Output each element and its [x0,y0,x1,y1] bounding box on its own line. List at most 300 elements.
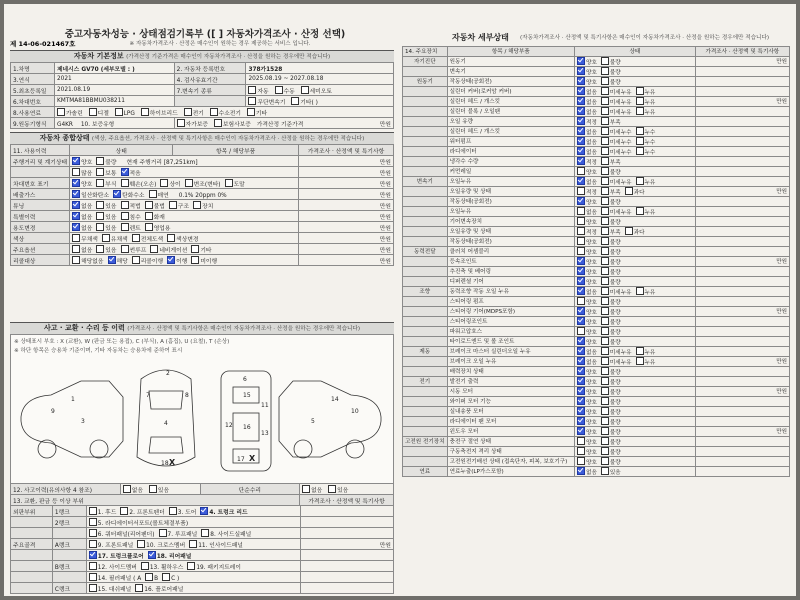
exchange-group: 외판부위 [11,506,53,517]
detail-item: 실린더 헤드 / 개스킷 [447,96,574,106]
option-checkbox[interactable] [601,67,609,75]
diagram-mark-12: 12 [225,422,233,429]
option-checkbox[interactable] [72,212,80,220]
option-checkbox[interactable] [96,245,104,253]
detail-row [403,246,790,256]
fuel-options: 가솔린 디젤 LPG 하이브리드 전기 수소전기 기타 [54,107,393,118]
option-checkbox[interactable] [121,168,129,176]
option-checkbox[interactable] [601,407,609,415]
firstreg-label: 5.최초등록일 [11,85,55,96]
option-checkbox[interactable] [636,207,644,215]
option-checkbox[interactable] [102,234,110,242]
option-checkbox[interactable] [601,377,609,385]
overall-row [11,200,394,211]
option-checkbox[interactable] [160,179,168,187]
exchange-group [11,550,53,561]
option-checkbox[interactable] [577,177,585,185]
option-checkbox[interactable] [601,197,609,205]
diagram-mark-5: 5 [311,418,315,425]
overall-row [11,233,394,244]
option-checkbox[interactable] [636,87,644,95]
option-checkbox[interactable] [601,287,609,295]
detail-options: 양호 불량 [575,166,696,176]
option-checkbox[interactable] [601,187,609,195]
option-checkbox[interactable] [577,457,585,465]
detail-item: 충전구 절연 상태 [447,436,574,446]
engine-type-value: G4KR [56,121,73,128]
fuel-checkbox-0[interactable] [57,108,65,116]
detail-price: 만원 [695,186,789,196]
option-checkbox[interactable] [96,212,104,220]
fuel-checkbox-2[interactable] [115,108,123,116]
detail-price [695,286,789,296]
option-checkbox[interactable] [577,227,585,235]
option-checkbox[interactable] [601,297,609,305]
overall-row [11,167,394,178]
detail-group [403,106,448,116]
detail-price [695,216,789,226]
simple-checkbox-0[interactable] [302,485,310,493]
basic-info-table: 1.차명 제네시스 GV70 (세부모델 : ) 2. 자동차 등록번호 378가1528 3.연식 2021 4. 검사유효기간 2025.08.19 ~ 2027.08.18 5.최초등록일 2021.08.19 7.변속기 종류 자동 수동 세미오토 6.차대번호 KMTMA81BBMU038211 무단변속기 기타( ) 8.사용연료 가솔린 디젤 LPG 하이브리드 전기 수소전기 기타 9.원동기형식 G4KR 10. 보증유형 자가보증 보험사보증 가격산정 기준가격 만원 [10,62,394,129]
overall-col-price: 가격조사 · 산정액 및 특기사항 [298,145,393,156]
option-checkbox[interactable] [577,87,585,95]
overall-row-price: 만원 [298,178,393,189]
exchange-checkbox[interactable] [145,573,153,581]
option-checkbox[interactable] [72,245,80,253]
diagram-mark-10: 10 [351,408,359,415]
option-checkbox[interactable] [625,187,633,195]
warranty-checkbox-1[interactable] [214,119,222,127]
option-checkbox[interactable] [577,137,585,145]
option-checkbox[interactable] [577,147,585,155]
detail-row [403,256,790,266]
option-checkbox[interactable] [72,256,80,264]
exchange-checkbox[interactable] [187,562,195,570]
detail-options: 양호 불량 [575,436,696,446]
option-checkbox[interactable] [577,57,585,65]
exchange-checkbox[interactable] [200,507,208,515]
option-checkbox[interactable] [577,287,585,295]
detail-group [403,356,448,366]
option-checkbox[interactable] [577,317,585,325]
exchange-checkbox[interactable] [162,573,170,581]
detail-group [403,326,448,336]
simple-checkbox-1[interactable] [328,485,336,493]
detail-group: 연료 [403,466,448,476]
option-checkbox[interactable] [601,127,609,135]
detail-row [403,396,790,406]
option-checkbox[interactable] [577,467,585,475]
option-checkbox[interactable] [601,267,609,275]
option-checkbox[interactable] [601,437,609,445]
option-checkbox[interactable] [636,127,644,135]
option-checkbox[interactable] [601,317,609,325]
option-checkbox[interactable] [601,307,609,315]
exchange-checkbox[interactable] [89,540,97,548]
trans-checkbox-2[interactable] [301,86,309,94]
option-checkbox[interactable] [577,217,585,225]
exchange-rank: 2랭크 [52,517,86,528]
option-checkbox[interactable] [601,117,609,125]
overall-row-detail: 현재 주행거리 [87,251km] [126,159,198,166]
option-checkbox[interactable] [577,117,585,125]
option-checkbox[interactable] [577,277,585,285]
option-checkbox[interactable] [577,407,585,415]
exchange-price [300,572,394,583]
overall-row-price: 만원 [298,200,393,211]
option-checkbox[interactable] [577,257,585,265]
left-page [10,26,394,592]
exchange-checkbox[interactable] [148,551,156,559]
option-checkbox[interactable] [577,157,585,165]
detail-item: 고전원전기배선 상태 (접속단자, 피복, 보호기구) [447,456,574,466]
detail-options: 적정 부족 과다 [575,186,696,196]
option-checkbox[interactable] [577,417,585,425]
option-checkbox[interactable] [601,237,609,245]
exchange-checkbox[interactable] [89,562,97,570]
detail-col-price: 가격조사 · 산정액 및 특기사항 [695,47,789,57]
option-checkbox[interactable] [577,447,585,455]
exchange-checkbox[interactable] [89,551,97,559]
warranty-type-label: 10. 보증유형 [80,121,115,128]
option-checkbox[interactable] [577,347,585,355]
option-checkbox[interactable] [96,223,104,231]
option-checkbox[interactable] [601,277,609,285]
option-checkbox[interactable] [636,177,644,185]
option-checkbox[interactable] [96,179,104,187]
exchange-price [300,517,394,528]
diagram-mark-9: 9 [51,408,55,415]
option-checkbox[interactable] [121,201,129,209]
detail-group [403,116,448,126]
fuel-checkbox-5[interactable] [210,108,218,116]
trans-checkbox-0[interactable] [248,86,256,94]
option-checkbox[interactable] [577,307,585,315]
option-checkbox[interactable] [601,97,609,105]
detail-row [403,66,790,76]
simple-repair-label: 단순수리 [200,484,299,495]
fuel-checkbox-1[interactable] [89,108,97,116]
detail-row [403,186,790,196]
option-checkbox[interactable] [577,127,585,135]
detail-group [403,456,448,466]
base-price-label: 가격산정 기준가격 [256,121,304,128]
exchange-checkbox[interactable] [137,540,145,548]
car-views-svg [11,357,393,481]
detail-group: 전기 [403,376,448,386]
option-checkbox[interactable] [577,297,585,305]
option-checkbox[interactable] [577,237,585,245]
option-checkbox[interactable] [145,201,153,209]
detail-options: 양호 불량 [575,366,696,376]
option-checkbox[interactable] [225,179,233,187]
option-checkbox[interactable] [72,179,80,187]
exchange-checkbox[interactable] [141,562,149,570]
detail-group [403,206,448,216]
option-checkbox[interactable] [636,347,644,355]
option-checkbox[interactable] [601,107,609,115]
option-checkbox[interactable] [72,201,80,209]
option-checkbox[interactable] [72,168,80,176]
detail-item: 오일누유 [447,206,574,216]
option-checkbox[interactable] [601,227,609,235]
option-checkbox[interactable] [577,247,585,255]
detail-row [403,126,790,136]
fuel-checkbox-4[interactable] [184,108,192,116]
detail-row [403,156,790,166]
detail-options: 없음 미세누유 누유 [575,356,696,366]
exchange-checkbox[interactable] [169,507,177,515]
option-checkbox[interactable] [169,201,177,209]
option-checkbox[interactable] [601,427,609,435]
exchange-checkbox[interactable] [159,529,167,537]
detail-price: 만원 [695,386,789,396]
detail-price [695,176,789,186]
exchange-checkbox[interactable] [89,529,97,537]
detail-price [695,196,789,206]
detail-row [403,356,790,366]
detail-options: 양호 불량 [575,266,696,276]
detail-group [403,386,448,396]
option-checkbox[interactable] [191,245,199,253]
right-page [402,26,790,592]
option-checkbox[interactable] [167,256,175,264]
option-checkbox[interactable] [145,212,153,220]
option-checkbox[interactable] [577,327,585,335]
overall-note: (색상, 주요옵션, 가격조사 · 산정액 및 특기사항은 매수인이 자동차가격조사 · 산정을 원하는 경우에만 적습니다) [91,136,365,142]
option-checkbox[interactable] [601,367,609,375]
base-price-unit: 만원 [379,121,391,128]
document-sheet [4,4,796,596]
exchange-checkbox[interactable] [89,518,97,526]
option-checkbox[interactable] [601,157,609,165]
trans-checkbox-4[interactable] [291,97,299,105]
option-checkbox[interactable] [625,227,633,235]
option-checkbox[interactable] [132,234,140,242]
detail-options: 양호 불량 [575,76,696,86]
detail-price [695,296,789,306]
detail-options: 적정 부족 과다 [575,226,696,236]
detail-row [403,296,790,306]
trans-checkbox-1[interactable] [275,86,283,94]
accident-history-table: 12. 사고이력(유의사항 4 참조) 없음 있음 단순수리 없음 있음 13. 교환, 판금 등 이상 부위 가격조사 · 산정액 및 특기사항 [10,483,394,506]
option-checkbox[interactable] [191,256,199,264]
exchange-checkbox[interactable] [89,573,97,581]
option-checkbox[interactable] [185,179,193,187]
option-checkbox[interactable] [577,427,585,435]
overall-col-usage: 11. 사용이력 [11,145,70,156]
exchange-group [11,583,53,594]
detail-group [403,156,448,166]
option-checkbox[interactable] [601,167,609,175]
option-checkbox[interactable] [577,437,585,445]
fuel-checkbox-3[interactable] [141,108,149,116]
option-checkbox[interactable] [636,107,644,115]
option-checkbox[interactable] [636,147,644,155]
option-checkbox[interactable] [113,190,121,198]
exchange-items: 14. 필러패널 ( A B C ) [86,572,300,583]
detail-item: 윈도우 모터 [447,426,574,436]
detail-item: 구동축전지 격리 상태 [447,446,574,456]
detail-price [695,116,789,126]
option-checkbox[interactable] [601,207,609,215]
overall-title: 자동차 종합상태 [39,134,90,142]
detail-price [695,236,789,246]
diagram-mark-2: 2 [166,370,170,377]
option-checkbox[interactable] [577,77,585,85]
option-checkbox[interactable] [96,201,104,209]
option-checkbox[interactable] [636,137,644,145]
warranty-checkbox-0[interactable] [177,119,185,127]
option-checkbox[interactable] [121,179,129,187]
diagram-mark-16: 16 [243,424,251,431]
option-checkbox[interactable] [577,377,585,385]
option-checkbox[interactable] [132,256,140,264]
overall-row-options: 무채색 유채색 전체도색 색상변경 [70,233,299,244]
detail-row [403,266,790,276]
detail-item: 추진축 및 베어링 [447,266,574,276]
option-checkbox[interactable] [601,337,609,345]
overall-row-options: 없음 있음 침수 화재 [70,211,299,222]
exchange-row [11,572,394,583]
option-checkbox[interactable] [601,77,609,85]
option-checkbox[interactable] [601,397,609,405]
option-checkbox[interactable] [636,97,644,105]
overall-row-price: 만원 [298,189,393,200]
exchange-group [11,561,53,572]
option-checkbox[interactable] [577,97,585,105]
detail-group [403,186,448,196]
option-checkbox[interactable] [145,223,153,231]
option-checkbox[interactable] [577,367,585,375]
option-checkbox[interactable] [577,337,585,345]
option-checkbox[interactable] [72,234,80,242]
detail-options: 양호 불량 [575,256,696,266]
overall-row-options: 많음 보통 적음 [70,167,299,178]
exchange-rank [52,528,86,539]
option-checkbox[interactable] [601,347,609,355]
option-checkbox[interactable] [577,267,585,275]
option-checkbox[interactable] [577,207,585,215]
option-checkbox[interactable] [167,234,175,242]
option-checkbox[interactable] [577,167,585,175]
diagram-mark-11: 11 [261,402,269,409]
firstreg-value: 2021.08.19 [54,85,174,96]
fuel-checkbox-6[interactable] [247,108,255,116]
detail-options: 양호 불량 [575,196,696,206]
option-checkbox[interactable] [636,357,644,365]
overall-row-options: 일산화탄소 탄화수소 매연 0.1% 20ppm 0% [70,189,299,200]
detail-item: 원동기 [447,56,574,66]
detail-price [695,406,789,416]
legend-note: ※ 하단 항목은 승용차 기준이며, 기타 자동차는 승용차에 준하여 표시 [14,348,183,354]
overall-row-price: 만원 [298,156,393,167]
option-checkbox[interactable] [121,245,129,253]
exchange-checkbox[interactable] [89,584,97,592]
detail-group [403,316,448,326]
option-checkbox[interactable] [150,245,158,253]
detail-item: 오일누유 [447,176,574,186]
detail-price [695,66,789,76]
option-checkbox[interactable] [601,257,609,265]
detail-item: 실린더 커버(로커암 커버) [447,86,574,96]
overall-row-label: 차대번호 표기 [11,178,70,189]
option-checkbox[interactable] [601,327,609,335]
option-checkbox[interactable] [601,417,609,425]
option-checkbox[interactable] [193,201,201,209]
option-checkbox[interactable] [96,157,104,165]
option-checkbox[interactable] [601,147,609,155]
exchange-checkbox[interactable] [201,529,209,537]
option-checkbox[interactable] [601,217,609,225]
option-checkbox[interactable] [121,212,129,220]
detail-group: 제동 [403,346,448,356]
option-checkbox[interactable] [577,397,585,405]
option-checkbox[interactable] [577,197,585,205]
inspect-label: 4. 검사유효기간 [174,74,246,85]
option-checkbox[interactable] [636,287,644,295]
option-checkbox[interactable] [72,157,80,165]
detail-item: 실린더 헤드 / 개스킷 [447,126,574,136]
trans-options: 자동 수동 세미오토 [246,85,394,96]
exchange-header: 13. 교환, 판금 등 이상 부위 [11,495,300,506]
exchange-checkbox[interactable] [89,507,97,515]
option-checkbox[interactable] [601,467,609,475]
option-checkbox[interactable] [601,247,609,255]
detail-options: 없음 미세누수 누수 [575,146,696,156]
option-checkbox[interactable] [601,447,609,455]
exchange-price [300,583,394,594]
option-checkbox[interactable] [601,457,609,465]
option-checkbox[interactable] [108,256,116,264]
option-checkbox[interactable] [601,137,609,145]
option-checkbox[interactable] [72,223,80,231]
detail-options: 양호 불량 [575,296,696,306]
option-checkbox[interactable] [577,187,585,195]
exchange-checkbox[interactable] [120,507,128,515]
option-checkbox[interactable] [72,190,80,198]
detail-price [695,226,789,236]
option-checkbox[interactable] [96,168,104,176]
option-checkbox[interactable] [601,357,609,365]
accident-checkbox-1[interactable] [149,485,157,493]
detail-row [403,316,790,326]
detail-options: 양호 불량 [575,236,696,246]
option-checkbox[interactable] [121,223,129,231]
detail-price: 만원 [695,96,789,106]
trans-checkbox-3[interactable] [248,97,256,105]
option-checkbox[interactable] [149,190,157,198]
exchange-checkbox[interactable] [189,540,197,548]
option-checkbox[interactable] [577,67,585,75]
option-checkbox[interactable] [577,387,585,395]
detail-table [402,46,790,477]
option-checkbox[interactable] [601,87,609,95]
option-checkbox[interactable] [577,107,585,115]
detail-price [695,76,789,86]
exchange-price: 만원 [300,539,394,550]
option-checkbox[interactable] [601,177,609,185]
detail-options: 양호 불량 [575,66,696,76]
detail-price [695,246,789,256]
accident-checkbox-0[interactable] [123,485,131,493]
option-checkbox[interactable] [601,387,609,395]
option-checkbox[interactable] [577,357,585,365]
detail-item: 배력장치 상태 [447,366,574,376]
exchange-checkbox[interactable] [135,584,143,592]
vehicle-diagram [10,334,394,484]
option-checkbox[interactable] [601,57,609,65]
